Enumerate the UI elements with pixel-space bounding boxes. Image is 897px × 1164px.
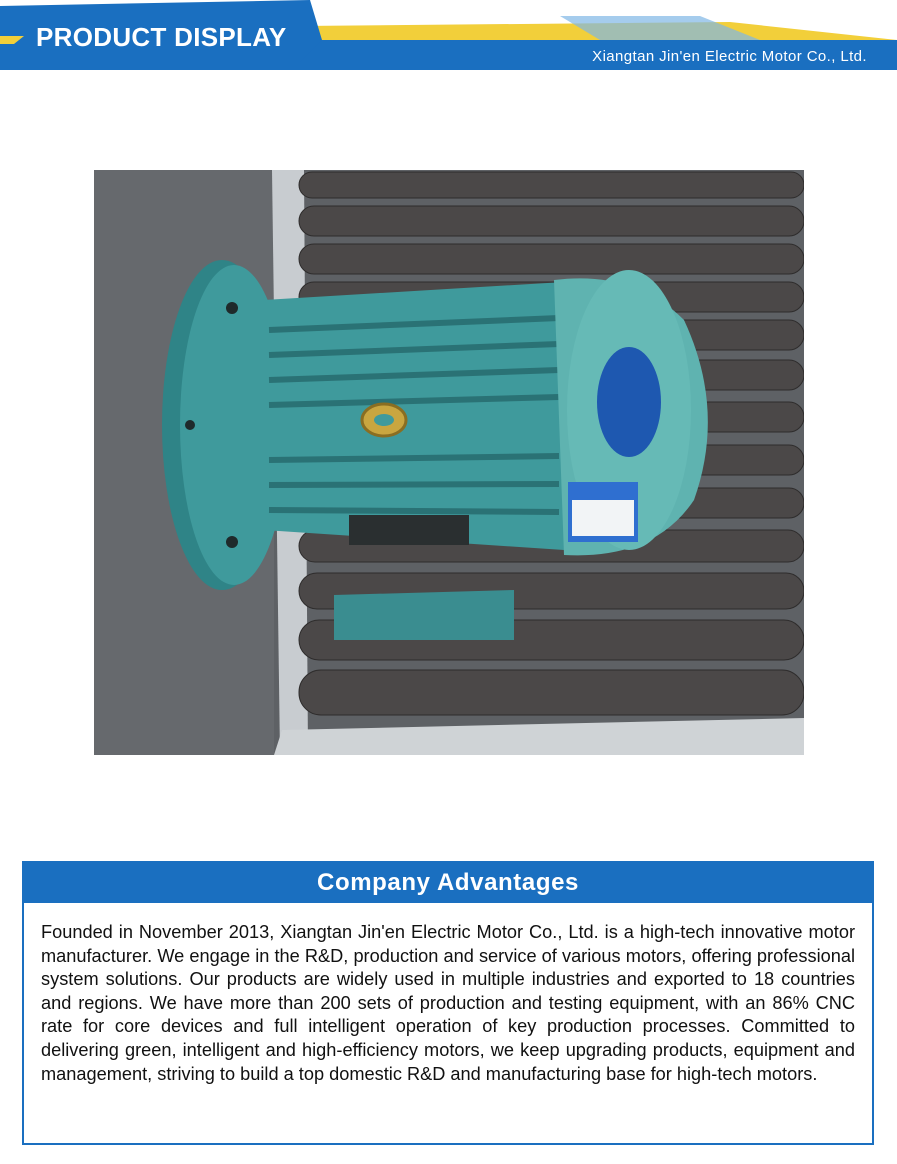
advantages-body: Founded in November 2013, Xiangtan Jin'en Electric Motor Co., Ltd. is a high-tech innovative motor manufacturer. We engage in the R&D, production and service of various motors, offering professional system solutions. Our products are widely used in multiple industries and exported to 18 countries and regions. We have more than 200 sets of production and testing equipment, with an 86% CNC rate for core devices and full intelligent operation of key production processes. Committed to delivering green, intelligent and high-efficiency motors, we keep upgrading products, equipment and management, striving to build a top domestic R&D and manufacturing base for high-tech motors. (41, 922, 855, 1084)
company-advantages-panel (22, 861, 874, 1145)
motor-illustration (94, 170, 804, 755)
company-name: Xiangtan Jin'en Electric Motor Co., Ltd. (592, 48, 867, 65)
product-photo (94, 170, 804, 755)
header-banner (0, 0, 897, 80)
page-title: PRODUCT DISPLAY (36, 22, 287, 52)
advantages-heading: Company Advantages (24, 863, 872, 903)
